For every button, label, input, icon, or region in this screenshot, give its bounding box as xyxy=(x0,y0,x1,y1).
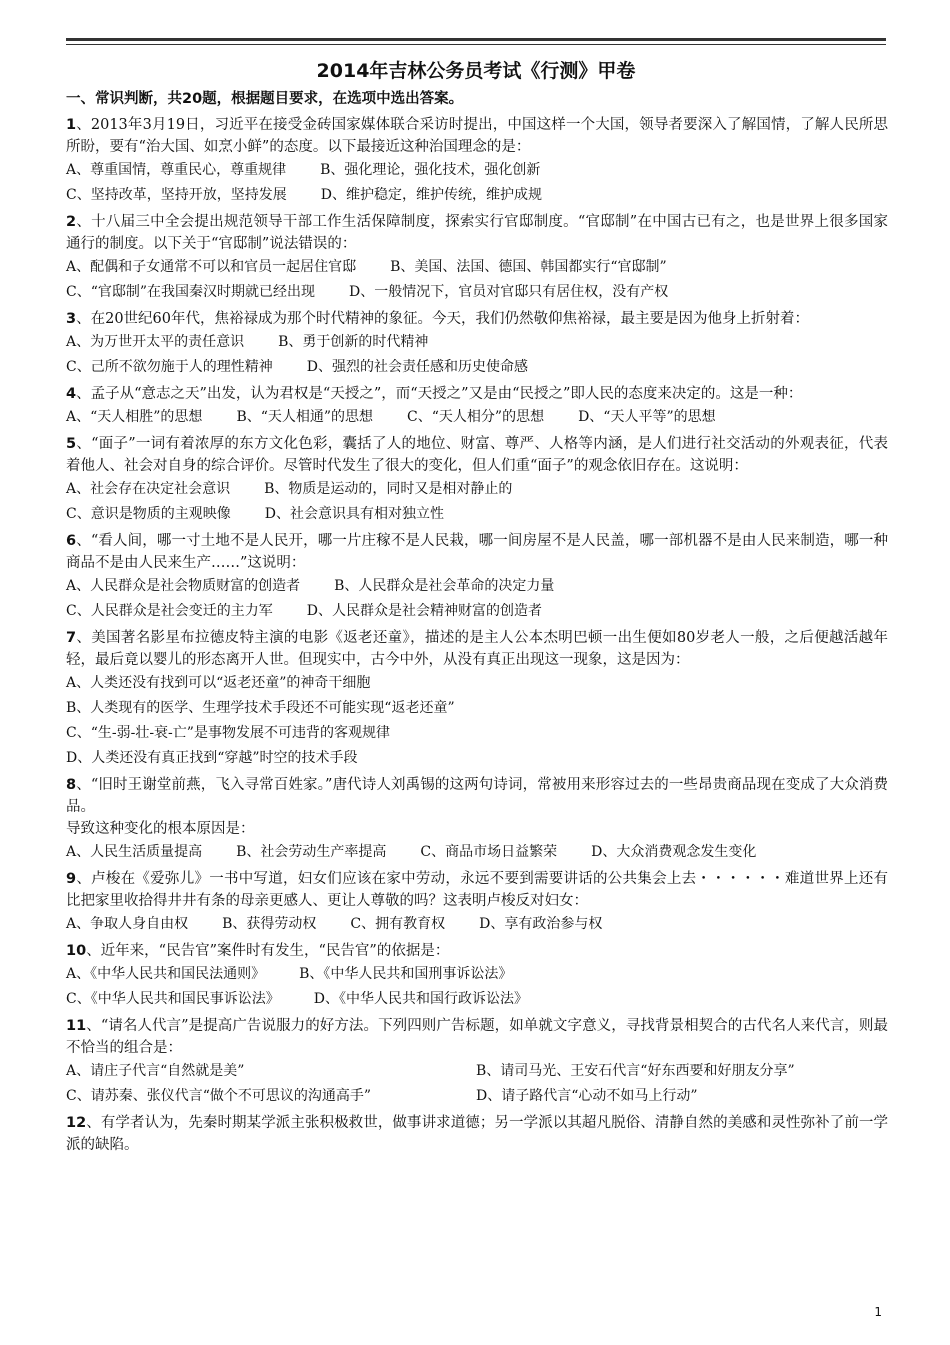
answer-option: D、人类还没有真正找到“穿越”时空的技术手段 xyxy=(66,750,358,766)
answer-option: C、坚持改革，坚持开放，坚持发展 xyxy=(66,187,287,203)
question-stem xyxy=(66,308,888,330)
question-number: 11 xyxy=(66,1018,87,1034)
option-row xyxy=(66,502,888,527)
question-text: 、卢梭在《爱弥儿》一书中写道，妇女们应该在家中劳动，永远不要到需要讲话的公共集会上去・・・・・・难道世界上还有比把家里收拾得井井有条的母亲更感人、更让人尊敬的吗？这表明卢梭反对妇女： xyxy=(66,871,888,909)
answer-option: B、物质是运动的，同时又是相对静止的 xyxy=(264,481,513,497)
answer-option: B、社会劳动生产率提高 xyxy=(236,844,387,860)
answer-option: A、“天人相胜”的思想 xyxy=(66,409,203,425)
question-7 xyxy=(66,627,888,771)
question-text: 、在20世纪60年代，焦裕禄成为那个时代精神的象征。今天，我们仍然敬仰焦裕禄，最主要是因为他身上折射着： xyxy=(76,311,809,327)
question-stem xyxy=(66,868,888,912)
option-row xyxy=(66,405,888,430)
question-stem xyxy=(66,530,888,574)
answer-option: C、“生-弱-壮-衰-亡”是事物发展不可违背的客观规律 xyxy=(66,725,390,741)
answer-option: C、意识是物质的主观映像 xyxy=(66,506,231,522)
answer-option: D、人民群众是社会精神财富的创造者 xyxy=(306,603,542,619)
question-number: 3 xyxy=(66,311,77,327)
question-5 xyxy=(66,433,888,527)
page-number: 1 xyxy=(874,1305,882,1319)
question-stem xyxy=(66,383,888,405)
question-text: 、2013年3月19日，习近平在接受金砖国家媒体联合采访时提出，中国这样一个大国，领导者要深入了解国情，了解人民所思所盼，要有“治大国、如烹小鲜”的态度。以下最接近这种治国理念的是： xyxy=(66,117,888,155)
question-text: 、近年来，“民告官”案件时有发生，“民告官”的依据是： xyxy=(86,943,450,959)
option-row xyxy=(66,158,888,183)
question-stem xyxy=(66,627,888,671)
question-text: 、“看人间，哪一寸土地不是人民开，哪一片庄稼不是人民栽，哪一间房屋不是人民盖，哪一部机器不是由人民来制造，哪一种商品不是由人民来生产……”这说明： xyxy=(66,533,888,571)
question-text: 、“旧时王谢堂前燕，飞入寻常百姓家。”唐代诗人刘禹锡的这两句诗词，常被用来形容过去的一些昂贵商品现在变成了大众消费品。 xyxy=(66,777,888,815)
option-row xyxy=(66,355,888,380)
question-text: 、“请名人代言”是提高广告说服力的好方法。下列四则广告标题，如单就文字意义，寻找背景相契合的古代名人来代言，则最不恰当的组合是： xyxy=(66,1018,888,1056)
option-row xyxy=(66,574,888,599)
answer-option: D、请子路代言“心动不如马上行动” xyxy=(476,1088,698,1104)
question-11 xyxy=(66,1015,888,1109)
header-rule-thin xyxy=(66,44,886,45)
answer-option: D、社会意识具有相对独立性 xyxy=(264,506,444,522)
answer-option: A、《中华人民共和国民法通则》 xyxy=(66,966,266,982)
option-row xyxy=(66,280,888,305)
option-row xyxy=(66,671,888,696)
question-9 xyxy=(66,868,888,937)
option-row xyxy=(66,599,888,624)
answer-option: C、《中华人民共和国民事诉讼法》 xyxy=(66,991,280,1007)
answer-option: A、为万世开太平的责任意识 xyxy=(66,334,245,350)
question-stem xyxy=(66,211,888,255)
answer-option: B、人类现有的医学、生理学技术手段还不可能实现“返老还童” xyxy=(66,700,455,716)
answer-option: B、美国、法国、德国、韩国都实行“官邸制” xyxy=(390,259,667,275)
answer-option: D、大众消费观念发生变化 xyxy=(591,844,757,860)
question-stem xyxy=(66,1112,888,1156)
question-number: 10 xyxy=(66,943,87,959)
answer-option: C、拥有教育权 xyxy=(350,916,446,932)
question-text: 、十八届三中全会提出规范领导干部工作生活保障制度，探索实行官邸制度。“官邸制”在中国古已有之，也是世界上很多国家通行的制度。以下关于“官邸制”说法错误的： xyxy=(66,214,888,252)
question-12 xyxy=(66,1112,888,1156)
answer-option: B、请司马光、王安石代言“好东西要和好朋友分享” xyxy=(476,1063,795,1079)
answer-option: A、尊重国情，尊重民心，尊重规律 xyxy=(66,162,287,178)
question-number: 4 xyxy=(66,386,77,402)
question-number: 1 xyxy=(66,117,77,133)
question-text: 、“面子”一词有着浓厚的东方文化色彩，囊括了人的地位、财富、尊严、人格等内涵，是人们进行社交活动的外观表征，代表着他人、社会对自身的综合评价。尽管时代发生了很大的变化，但人们重“面子”的观念依旧存在。这说明： xyxy=(66,436,888,474)
question-number: 7 xyxy=(66,630,77,646)
option-row xyxy=(66,962,888,987)
question-stem xyxy=(66,433,888,477)
question-number: 5 xyxy=(66,436,77,452)
option-row xyxy=(66,183,888,208)
question-number: 8 xyxy=(66,777,77,793)
question-text: 、孟子从“意志之天”出发，认为君权是“天授之”，而“天授之”又是由“民授之”即人民的态度来决定的。这是一种： xyxy=(76,386,803,402)
answer-option: C、“官邸制”在我国秦汉时期就已经出现 xyxy=(66,284,316,300)
question-stem-continued: 导致这种变化的根本原因是： xyxy=(66,821,255,837)
question-8 xyxy=(66,774,888,865)
answer-option: A、配偶和子女通常不可以和官员一起居住官邸 xyxy=(66,259,357,275)
option-row xyxy=(66,721,888,746)
question-3 xyxy=(66,308,888,380)
answer-option: A、社会存在决定社会意识 xyxy=(66,481,231,497)
answer-option: D、强烈的社会责任感和历史使命感 xyxy=(306,359,528,375)
question-4 xyxy=(66,383,888,430)
option-row xyxy=(66,1059,888,1084)
option-row xyxy=(66,746,888,771)
answer-option: C、请苏秦、张仪代言“做个不可思议的沟通高手” xyxy=(66,1088,372,1104)
option-row xyxy=(66,1084,888,1109)
option-row xyxy=(66,477,888,502)
section-heading: 一、常识判断，共20题，根据题目要求，在选项中选出答案。 xyxy=(66,91,464,107)
option-row xyxy=(66,696,888,721)
question-10 xyxy=(66,940,888,1012)
answer-option: B、人民群众是社会革命的决定力量 xyxy=(334,578,555,594)
answer-option: A、人民生活质量提高 xyxy=(66,844,203,860)
question-number: 12 xyxy=(66,1115,87,1131)
option-row xyxy=(66,255,888,280)
answer-option: C、己所不欲勿施于人的理性精神 xyxy=(66,359,273,375)
answer-option: B、强化理论，强化技术，强化创新 xyxy=(320,162,541,178)
answer-option: C、商品市场日益繁荣 xyxy=(420,844,558,860)
question-number: 6 xyxy=(66,533,77,549)
answer-option: A、人类还没有找到可以“返老还童”的神奇干细胞 xyxy=(66,675,371,691)
question-text: 、美国著名影星布拉德皮特主演的电影《返老还童》，描述的是主人公本杰明巴顿一出生便如80岁老人一般，之后便越活越年轻，最后竟以婴儿的形态离开人世。但现实中，古今中外，从没有真正出现这一现象，这是因为： xyxy=(66,630,888,668)
question-stem xyxy=(66,940,888,962)
answer-option: B、《中华人民共和国刑事诉讼法》 xyxy=(299,966,513,982)
header-rule-thick xyxy=(66,38,886,41)
answer-option: A、请庄子代言“自然就是美” xyxy=(66,1063,245,1079)
answer-option: D、一般情况下，官员对官邸只有居住权，没有产权 xyxy=(349,284,669,300)
question-stem xyxy=(66,774,888,818)
option-row xyxy=(66,912,888,937)
answer-option: B、获得劳动权 xyxy=(222,916,317,932)
answer-option: D、“天人平等”的思想 xyxy=(578,409,716,425)
answer-option: B、勇于创新的时代精神 xyxy=(278,334,429,350)
question-6 xyxy=(66,530,888,624)
question-1 xyxy=(66,114,888,208)
answer-option: A、人民群众是社会物质财富的创造者 xyxy=(66,578,301,594)
answer-option: D、享有政治参与权 xyxy=(479,916,603,932)
answer-option: C、“天人相分”的思想 xyxy=(407,409,545,425)
question-stem xyxy=(66,114,888,158)
question-number: 2 xyxy=(66,214,77,230)
option-row xyxy=(66,330,888,355)
option-row xyxy=(66,840,888,865)
answer-option: D、《中华人民共和国行政诉讼法》 xyxy=(313,991,528,1007)
question-2 xyxy=(66,211,888,305)
page-title: 2014年吉林公务员考试《行测》甲卷 xyxy=(316,60,636,82)
answer-option: A、争取人身自由权 xyxy=(66,916,189,932)
answer-option: D、维护稳定，维护传统，维护成规 xyxy=(320,187,542,203)
exam-content xyxy=(66,88,888,1159)
answer-option: B、“天人相通”的思想 xyxy=(236,409,374,425)
question-text: 、有学者认为，先秦时期某学派主张积极救世，做事讲求道德；另一学派以其超凡脱俗、清静自然的美感和灵性弥补了前一学派的缺陷。 xyxy=(66,1115,888,1153)
answer-option: C、人民群众是社会变迁的主力军 xyxy=(66,603,273,619)
option-row xyxy=(66,987,888,1012)
question-stem xyxy=(66,1015,888,1059)
question-number: 9 xyxy=(66,871,77,887)
